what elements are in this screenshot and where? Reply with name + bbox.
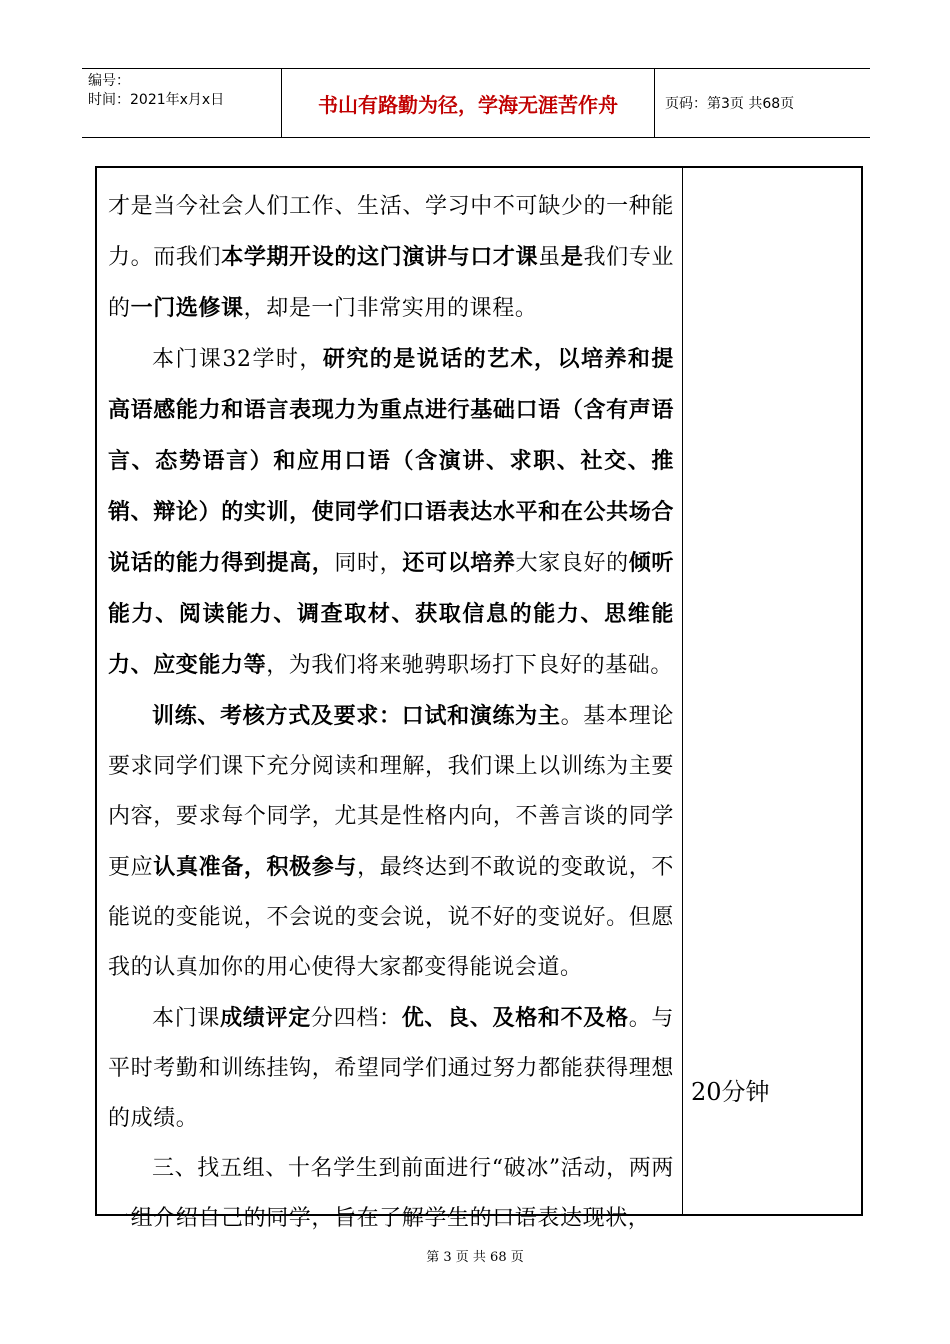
lesson-table: [95, 166, 863, 1231]
paragraph-4: [108, 993, 674, 1144]
paragraph-3: [108, 691, 674, 993]
text-run-4: 我们专业的: [108, 245, 674, 321]
header-motto: 书山有路勤为径，学海无涯苦作舟: [282, 69, 655, 137]
time-note: 20分钟: [691, 1078, 770, 1106]
bold-run-2: 认真准备，积极参与: [153, 854, 358, 880]
text-run-0: 三、找五组、十名学生到前面进行“破冰”活动，两两一组介绍自己的同学，旨在了解学生的口语表达现状，: [108, 1156, 674, 1231]
text-run-0: 本门课: [152, 1006, 221, 1031]
bold-run-1: 本学期开设的这门演讲与口才课: [221, 244, 539, 270]
text-run-0: 本门课32学时，: [152, 347, 323, 372]
paragraph-5: [108, 1144, 674, 1244]
header-page-code: 页码：第3页 共68页: [665, 96, 795, 112]
text-run-2: 分四档：: [310, 1006, 402, 1031]
time-column: [683, 168, 861, 1214]
content-column: [97, 168, 683, 1231]
text-run-6: ，却是一门非常实用的课程。: [243, 296, 538, 321]
bold-run-0: 训练、考核方式及要求：口试和演练为主: [152, 703, 561, 729]
paragraph-1: [108, 182, 674, 334]
text-run-2: 同时，: [334, 551, 403, 576]
text-run-4: 。与平时考勤和训练挂钩，希望同学们通过努力都能获得理想的成绩。: [108, 1006, 674, 1131]
bold-run-5: 一门选修课: [130, 295, 244, 321]
text-run-3: ，最终达到不敢说的变敢说，不能说的变能说，不会说的变会说，说不好的变说好。但愿我的认真加你的用心使得大家都变得能说会道。: [108, 855, 675, 980]
page-footer: 第 3 页 共 68 页: [426, 1250, 524, 1265]
doc-number-label: 编号：: [88, 73, 130, 89]
text-run-6: ，为我们将来驰骋职场打下良好的基础。: [266, 653, 674, 678]
text-run-0: 才是当今社会人们工作、生活、学习中不可缺少的一种能力。而我们: [108, 194, 674, 270]
bold-run-3: 是: [560, 244, 584, 270]
page-header: [82, 68, 870, 138]
text-run-2: 虽: [538, 245, 561, 270]
bold-run-3: 还可以培养: [402, 550, 516, 576]
bold-run-1: 研究的是说话的艺术，以培养和提高语感能力和语言表现力为重点进行基础口语（含有声语言、态势语言）和应用口语（含演讲、求职、社交、推销、辩论）的实训，使同学们口语表达水平和在公共场合说话的能力得到提高，: [108, 346, 674, 576]
header-meta: [82, 69, 282, 137]
bold-run-5: 倾听能力、阅读能力、调查取材、获取信息的能力、思维能力、应变能力等: [108, 550, 674, 678]
paragraph-2: [108, 334, 674, 691]
doc-time-label: 时间：2021年x月x日: [88, 92, 225, 108]
text-run-4: 大家良好的: [515, 551, 629, 576]
bold-run-1: 成绩评定: [220, 1005, 311, 1031]
text-run-1: 。基本理论要求同学们课下充分阅读和理解，我们课上以训练为主要内容，要求每个同学，尤其是性格内向，不善言谈的同学更应: [108, 704, 674, 880]
bold-run-3: 优、良、及格和不及格: [401, 1005, 629, 1031]
